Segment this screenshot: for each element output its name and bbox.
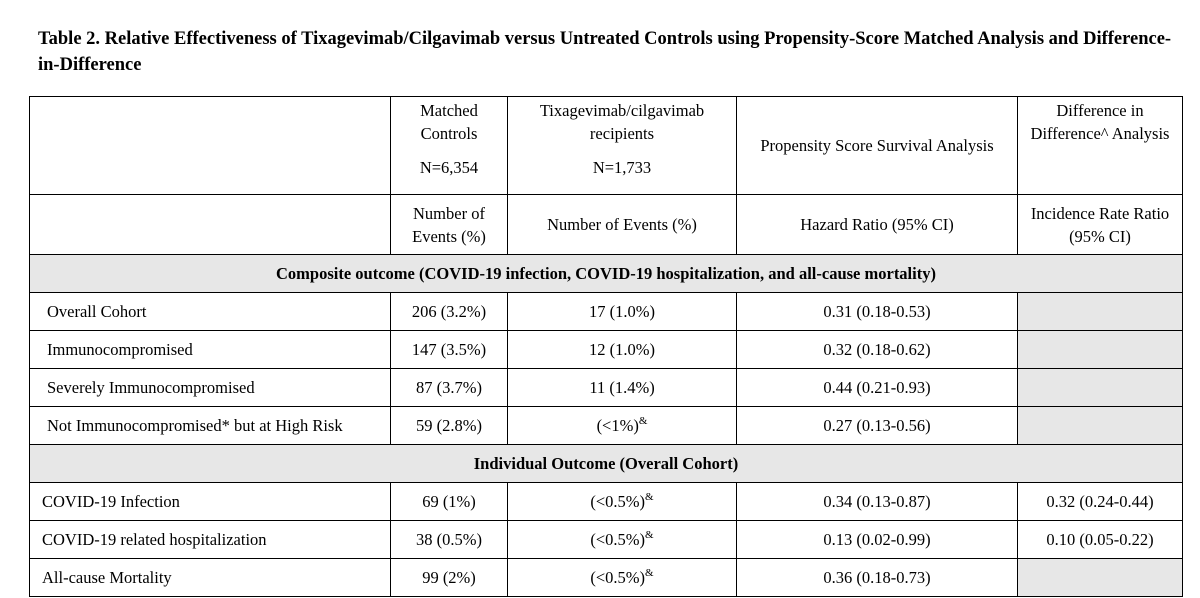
individual-heading: Individual Outcome (Overall Cohort)	[30, 445, 1183, 483]
header-matched-controls	[391, 97, 508, 195]
table-row	[30, 521, 1183, 559]
footnote-marker: &	[645, 567, 654, 579]
tix-events	[508, 483, 737, 521]
tix-events	[508, 293, 737, 331]
matched-controls-events: 87 (3.7%)	[391, 369, 508, 407]
row-label: All-cause Mortality	[30, 559, 391, 597]
tix-events	[508, 369, 737, 407]
header-difference-in-difference: Difference in Difference^ Analysis	[1018, 97, 1183, 195]
subheader-incidence-rate-ratio: Incidence Rate Ratio (95% CI)	[1018, 195, 1183, 255]
row-label: Immunocompromised	[30, 331, 391, 369]
footnote-marker: &	[638, 415, 648, 427]
subheader-matched: Number of Events (%)	[391, 195, 508, 255]
subheader-blank-cell	[30, 195, 391, 255]
table-row	[30, 293, 1183, 331]
subheader-hazard-ratio: Hazard Ratio (95% CI)	[737, 195, 1018, 255]
tix-events-value: (<0.5%)	[590, 530, 646, 549]
matched-controls-events: 59 (2.8%)	[391, 407, 508, 445]
header-blank-cell	[30, 97, 391, 195]
header-tix-label: Tixagevimab/cilgavimab recipients	[539, 101, 705, 143]
tix-events-value: 17 (1.0%)	[589, 302, 655, 321]
tix-events	[508, 559, 737, 597]
incidence-rate-ratio: 0.10 (0.05-0.22)	[1018, 521, 1183, 559]
header-matched-label: Matched Controls	[420, 101, 478, 143]
incidence-rate-ratio	[1018, 293, 1183, 331]
hazard-ratio: 0.32 (0.18-0.62)	[737, 331, 1018, 369]
row-label: Overall Cohort	[30, 293, 391, 331]
composite-heading: Composite outcome (COVID-19 infection, COVID-19 hospitalization, and all-cause mortality)	[30, 255, 1183, 293]
hazard-ratio: 0.44 (0.21-0.93)	[737, 369, 1018, 407]
tix-events	[508, 331, 737, 369]
incidence-rate-ratio	[1018, 559, 1183, 597]
table-row	[30, 559, 1183, 597]
hazard-ratio: 0.27 (0.13-0.56)	[737, 407, 1018, 445]
matched-controls-events: 147 (3.5%)	[391, 331, 508, 369]
header-tix-n: N=1,733	[592, 158, 652, 177]
tix-events-value: (<0.5%)	[590, 492, 646, 511]
header-tix-recipients	[508, 97, 737, 195]
incidence-rate-ratio	[1018, 369, 1183, 407]
header-matched-n: N=6,354	[419, 158, 479, 177]
subheader-row	[30, 195, 1183, 255]
tix-events-value: (<0.5%)	[590, 568, 646, 587]
hazard-ratio: 0.34 (0.13-0.87)	[737, 483, 1018, 521]
tix-events	[508, 521, 737, 559]
table-row	[30, 407, 1183, 445]
tix-events-value: (<1%)	[596, 416, 639, 435]
hazard-ratio: 0.31 (0.18-0.53)	[737, 293, 1018, 331]
section-heading-row	[30, 255, 1183, 293]
incidence-rate-ratio	[1018, 331, 1183, 369]
matched-controls-events: 206 (3.2%)	[391, 293, 508, 331]
header-propensity-score: Propensity Score Survival Analysis	[737, 97, 1018, 195]
matched-controls-events: 69 (1%)	[391, 483, 508, 521]
matched-controls-events: 38 (0.5%)	[391, 521, 508, 559]
header-row	[30, 97, 1183, 195]
table-title: Table 2. Relative Effectiveness of Tixagevimab/Cilgavimab versus Untreated Controls using Propensity-Score Matched Analysis and Difference-in-Difference	[38, 29, 1172, 75]
section-heading-row	[30, 445, 1183, 483]
row-label: COVID-19 Infection	[30, 483, 391, 521]
table-row	[30, 483, 1183, 521]
matched-controls-events: 99 (2%)	[391, 559, 508, 597]
footnote-marker: &	[645, 491, 654, 503]
table-row	[30, 331, 1183, 369]
results-table	[29, 96, 1183, 597]
incidence-rate-ratio: 0.32 (0.24-0.44)	[1018, 483, 1183, 521]
incidence-rate-ratio	[1018, 407, 1183, 445]
hazard-ratio: 0.13 (0.02-0.99)	[737, 521, 1018, 559]
hazard-ratio: 0.36 (0.18-0.73)	[737, 559, 1018, 597]
tix-events	[508, 407, 737, 445]
tix-events-value: 12 (1.0%)	[589, 340, 655, 359]
subheader-tix: Number of Events (%)	[508, 195, 737, 255]
row-label: COVID-19 related hospitalization	[30, 521, 391, 559]
row-label: Severely Immunocompromised	[30, 369, 391, 407]
tix-events-value: 11 (1.4%)	[589, 378, 655, 397]
footnote-marker: &	[645, 529, 654, 541]
row-label: Not Immunocompromised* but at High Risk	[30, 407, 391, 445]
table-row	[30, 369, 1183, 407]
